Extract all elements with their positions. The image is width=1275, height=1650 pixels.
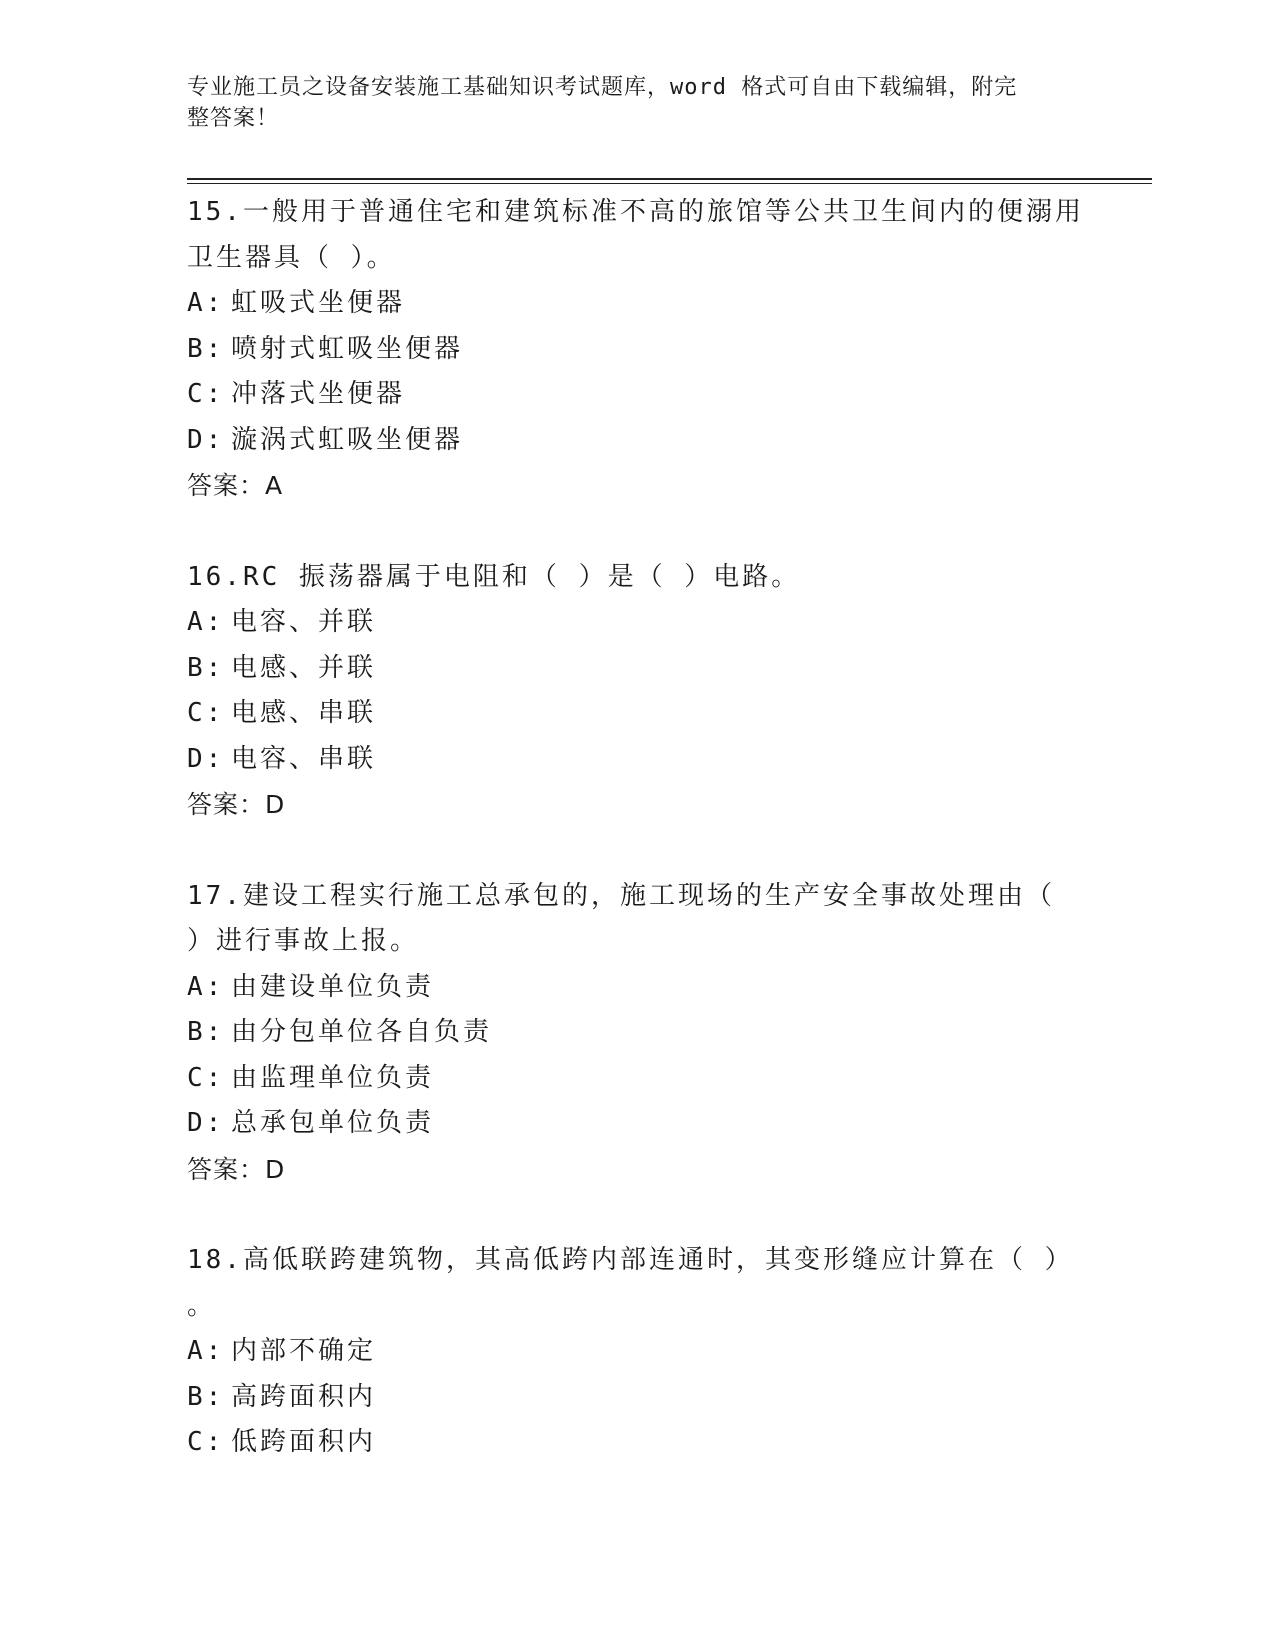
option-text: 电容、串联 <box>231 743 377 774</box>
answer-key: 答案：A <box>187 471 284 500</box>
option-text: 由监理单位负责 <box>231 1062 435 1093</box>
question-text-line-1: 16.RC 振荡器属于电阻和（ ）是（ ）电路。 <box>187 561 801 592</box>
option-text: 由分包单位各自负责 <box>231 1017 493 1047</box>
answer-key: 答案：D <box>187 790 286 819</box>
option-letter: D: <box>187 424 225 455</box>
option-letter: D: <box>187 1108 225 1138</box>
answer-option <box>187 691 1087 737</box>
answer-option <box>187 737 1087 783</box>
option-letter: B: <box>187 1381 225 1412</box>
answer-key: 答案：D <box>187 1154 286 1184</box>
option-letter: A: <box>187 971 225 1002</box>
answer-option <box>187 965 1087 1011</box>
option-text: 电容、并联 <box>231 607 377 637</box>
option-letter: C: <box>187 379 225 409</box>
option-text: 高跨面积内 <box>231 1381 377 1412</box>
question-text-line-2: 卫生器具（ ）。 <box>187 242 396 273</box>
question-block <box>187 1238 1087 1466</box>
header-divider-thick <box>187 178 1152 180</box>
option-text: 电感、并联 <box>231 652 377 683</box>
option-text: 虹吸式坐便器 <box>231 288 406 318</box>
answer-option <box>187 1329 1087 1375</box>
answer-option <box>187 372 1087 418</box>
option-text: 内部不确定 <box>231 1336 377 1366</box>
answer-option <box>187 1375 1087 1421</box>
question-list <box>187 190 1087 1512</box>
question-block <box>187 555 1087 828</box>
option-letter: B: <box>187 1017 225 1047</box>
answer-option <box>187 327 1087 373</box>
question-text-line-1: 18.高低联跨建筑物，其高低跨内部连通时，其变形缝应计算在（ ） <box>187 1245 1074 1275</box>
option-letter: A: <box>187 1336 225 1366</box>
document-header <box>187 72 1067 134</box>
option-letter: C: <box>187 1062 225 1093</box>
answer-option <box>187 1420 1087 1466</box>
question-text-line-1: 17.建设工程实行施工总承包的，施工现场的生产安全事故处理由（ <box>187 880 1055 911</box>
question-text-line-2: ）进行事故上报。 <box>187 926 420 956</box>
option-letter: D: <box>187 743 225 774</box>
question-text-line-2: 。 <box>187 1290 217 1321</box>
option-letter: A: <box>187 288 225 318</box>
option-letter: C: <box>187 698 225 728</box>
answer-option <box>187 418 1087 464</box>
answer-option <box>187 1010 1087 1056</box>
option-letter: B: <box>187 333 225 364</box>
question-block <box>187 874 1087 1193</box>
header-line-2: 整答案！ <box>187 106 280 131</box>
option-letter: A: <box>187 607 225 637</box>
answer-option <box>187 600 1087 646</box>
question-text-line-1: 15.一般用于普通住宅和建筑标准不高的旅馆等公共卫生间内的便溺用 <box>187 197 1084 227</box>
option-letter: C: <box>187 1427 225 1457</box>
answer-option <box>187 1101 1087 1147</box>
header-line-1: 专业施工员之设备安装施工基础知识考试题库，word 格式可自由下载编辑，附完 <box>187 75 1018 100</box>
option-text: 由建设单位负责 <box>231 971 435 1002</box>
header-divider-thin <box>187 183 1152 184</box>
option-text: 电感、串联 <box>231 698 377 728</box>
answer-option <box>187 1056 1087 1102</box>
option-letter: B: <box>187 652 225 683</box>
option-text: 漩涡式虹吸坐便器 <box>231 424 464 455</box>
answer-option <box>187 646 1087 692</box>
option-text: 冲落式坐便器 <box>231 379 406 409</box>
option-text: 低跨面积内 <box>231 1427 377 1457</box>
option-text: 喷射式虹吸坐便器 <box>231 333 464 364</box>
answer-option <box>187 281 1087 327</box>
option-text: 总承包单位负责 <box>231 1108 435 1138</box>
question-block <box>187 190 1087 509</box>
